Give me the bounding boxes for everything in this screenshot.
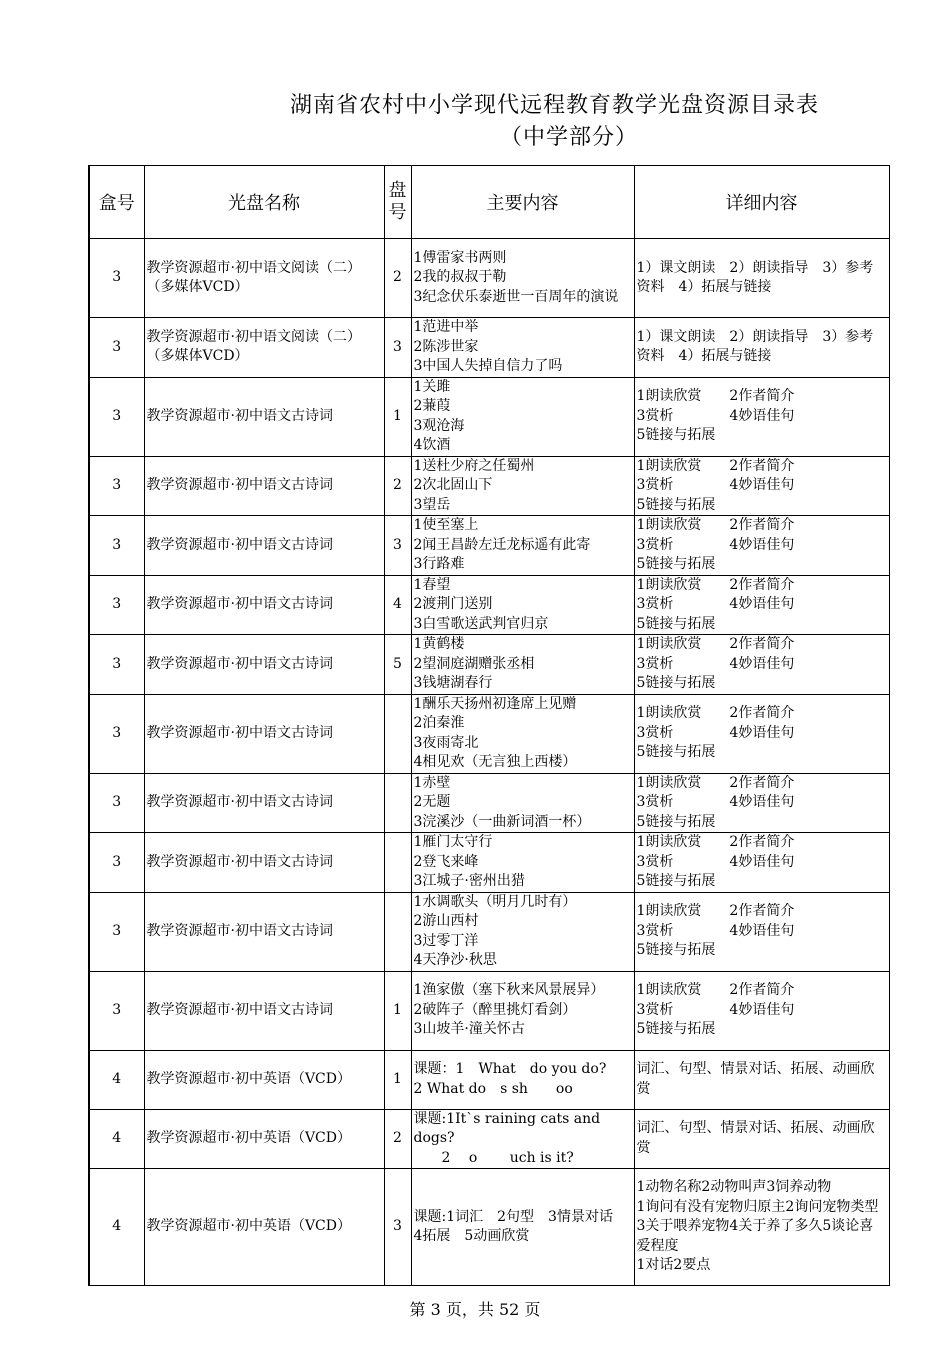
main-content-cell: 1渔家傲（塞下秋来风景展异） 2破阵子（醉里挑灯看剑） 3山坡羊·潼关怀古 <box>411 971 634 1050</box>
main-content-cell: 1关雎 2蒹葭 3观沧海 4饮酒 <box>411 377 634 456</box>
box-number-cell: 3 <box>89 694 144 773</box>
table-row <box>89 1169 889 1286</box>
main-content-cell: 1傅雷家书两则 2我的叔叔于勒 3纪念伏乐泰逝世一百周年的演说 <box>411 239 634 318</box>
detail-content-cell: 1朗读欣赏 2作者简介 3赏析 4妙语佳句 5链接与拓展 <box>634 773 889 833</box>
disc-number-cell: 1 <box>384 377 411 456</box>
disc-name-cell: 教学资源超市·初中英语（VCD） <box>144 1109 384 1169</box>
detail-content-cell: 1朗读欣赏 2作者简介 3赏析 4妙语佳句 5链接与拓展 <box>634 694 889 773</box>
box-number-cell: 3 <box>89 456 144 516</box>
main-content-cell: 1范进中举 2陈涉世家 3中国人失掉自信力了吗 <box>411 318 634 378</box>
disc-name-cell: 教学资源超市·初中语文古诗词 <box>144 575 384 635</box>
disc-number-cell: 4 <box>384 575 411 635</box>
table-row <box>89 1050 889 1109</box>
box-number-cell: 3 <box>89 635 144 695</box>
main-content-cell: 1春望 2渡荆门送别 3白雪歌送武判官归京 <box>411 575 634 635</box>
main-content-cell: 1送杜少府之任蜀州 2次北固山下 3望岳 <box>411 456 634 516</box>
header-disc-name: 光盘名称 <box>144 166 384 239</box>
detail-content-cell: 词汇、句型、情景对话、拓展、动画欣赏 <box>634 1109 889 1169</box>
disc-number-cell: 5 <box>384 635 411 695</box>
detail-content-cell: 1朗读欣赏 2作者简介 3赏析 4妙语佳句 5链接与拓展 <box>634 635 889 695</box>
table-row <box>89 1109 889 1169</box>
disc-number-cell <box>384 892 411 971</box>
box-number-cell: 3 <box>89 516 144 576</box>
main-content-cell: 课题:1It`s raining cats and dogs? 2 o uch is it? <box>411 1109 634 1169</box>
box-number-cell: 3 <box>89 892 144 971</box>
table-row <box>89 456 889 516</box>
disc-name-cell: 教学资源超市·初中英语（VCD） <box>144 1169 384 1286</box>
header-main-content: 主要内容 <box>411 166 634 239</box>
box-number-cell: 3 <box>89 833 144 893</box>
detail-content-cell: 1朗读欣赏 2作者简介 3赏析 4妙语佳句 5链接与拓展 <box>634 575 889 635</box>
table-row <box>89 635 889 695</box>
disc-name-cell: 教学资源超市·初中语文古诗词 <box>144 694 384 773</box>
detail-content-cell: 1）课文朗读 2）朗读指导 3）参考资料 4）拓展与链接 <box>634 239 889 318</box>
table-row <box>89 318 889 378</box>
disc-name-cell: 教学资源超市·初中语文古诗词 <box>144 456 384 516</box>
table-row <box>89 833 889 893</box>
box-number-cell: 4 <box>89 1169 144 1286</box>
detail-content-cell: 1朗读欣赏 2作者简介 3赏析 4妙语佳句 5链接与拓展 <box>634 456 889 516</box>
disc-number-cell: 3 <box>384 516 411 576</box>
table-row <box>89 575 889 635</box>
disc-name-cell: 教学资源超市·初中语文阅读（二）（多媒体VCD） <box>144 318 384 378</box>
main-content-cell: 1赤壁 2无题 3浣溪沙（一曲新词酒一杯） <box>411 773 634 833</box>
table-row <box>89 516 889 576</box>
table-row <box>89 694 889 773</box>
header-box-number: 盒号 <box>89 166 144 239</box>
disc-number-cell: 2 <box>384 456 411 516</box>
table-header-row <box>89 166 889 239</box>
detail-content-cell: 1朗读欣赏 2作者简介 3赏析 4妙语佳句 5链接与拓展 <box>634 971 889 1050</box>
table-row <box>89 239 889 318</box>
disc-name-cell: 教学资源超市·初中语文阅读（二）（多媒体VCD） <box>144 239 384 318</box>
main-content-cell: 1雁门太守行 2登飞来峰 3江城子·密州出猎 <box>411 833 634 893</box>
detail-content-cell: 1朗读欣赏 2作者简介 3赏析 4妙语佳句 5链接与拓展 <box>634 377 889 456</box>
box-number-cell: 3 <box>89 239 144 318</box>
disc-name-cell: 教学资源超市·初中英语（VCD） <box>144 1050 384 1109</box>
disc-number-cell: 2 <box>384 1109 411 1169</box>
page-footer: 第 3 页，共 52 页 <box>409 1300 541 1319</box>
disc-name-cell: 教学资源超市·初中语文古诗词 <box>144 833 384 893</box>
page-title: 湖南省农村中小学现代远程教育教学光盘资源目录表 <box>290 93 820 118</box>
disc-number-cell <box>384 833 411 893</box>
detail-content-cell: 1朗读欣赏 2作者简介 3赏析 4妙语佳句 5链接与拓展 <box>634 892 889 971</box>
header-detail-content: 详细内容 <box>634 166 889 239</box>
disc-name-cell: 教学资源超市·初中语文古诗词 <box>144 971 384 1050</box>
disc-number-cell <box>384 694 411 773</box>
detail-content-cell: 1）课文朗读 2）朗读指导 3）参考资料 4）拓展与链接 <box>634 318 889 378</box>
disc-number-cell: 2 <box>384 239 411 318</box>
disc-name-cell: 教学资源超市·初中语文古诗词 <box>144 892 384 971</box>
box-number-cell: 3 <box>89 318 144 378</box>
detail-content-cell: 1朗读欣赏 2作者简介 3赏析 4妙语佳句 5链接与拓展 <box>634 516 889 576</box>
disc-number-cell: 3 <box>384 318 411 378</box>
main-content-cell: 1水调歌头（明月几时有） 2游山西村 3过零丁洋 4天净沙·秋思 <box>411 892 634 971</box>
box-number-cell: 4 <box>89 1109 144 1169</box>
disc-name-cell: 教学资源超市·初中语文古诗词 <box>144 773 384 833</box>
disc-number-cell <box>384 773 411 833</box>
disc-number-cell: 1 <box>384 971 411 1050</box>
disc-name-cell: 教学资源超市·初中语文古诗词 <box>144 635 384 695</box>
main-content-cell: 1使至塞上 2闻王昌龄左迁龙标遥有此寄 3行路难 <box>411 516 634 576</box>
table-row <box>89 377 889 456</box>
disc-name-cell: 教学资源超市·初中语文古诗词 <box>144 377 384 456</box>
detail-content-cell: 词汇、句型、情景对话、拓展、动画欣赏 <box>634 1050 889 1109</box>
table-row <box>89 773 889 833</box>
box-number-cell: 3 <box>89 377 144 456</box>
page-subtitle: （中学部分） <box>500 125 639 150</box>
box-number-cell: 4 <box>89 1050 144 1109</box>
box-number-cell: 3 <box>89 971 144 1050</box>
main-content-cell: 1酬乐天扬州初逢席上见赠 2泊秦淮 3夜雨寄北 4相见欢（无言独上西楼） <box>411 694 634 773</box>
main-content-cell: 1黄鹤楼 2望洞庭湖赠张丞相 3钱塘湖春行 <box>411 635 634 695</box>
header-disc-number: 盘 号 <box>384 166 411 239</box>
table-row <box>89 971 889 1050</box>
detail-content-cell: 1朗读欣赏 2作者简介 3赏析 4妙语佳句 5链接与拓展 <box>634 833 889 893</box>
table-row <box>89 892 889 971</box>
box-number-cell: 3 <box>89 773 144 833</box>
box-number-cell: 3 <box>89 575 144 635</box>
main-content-cell: 课题：1 What do you do? 2 What do s sh oo <box>411 1050 634 1109</box>
detail-content-cell: 1动物名称2动物叫声3饲养动物 1询问有没有宠物归原主2询问宠物类型3关于喂养宠物4关于养了多久5谈论喜爱程度 1对话2要点 <box>634 1169 889 1286</box>
catalog-table <box>88 165 890 1286</box>
main-content-cell: 课题:1词汇 2句型 3情景对话 4拓展 5动画欣赏 <box>411 1169 634 1286</box>
disc-number-cell: 3 <box>384 1169 411 1286</box>
disc-name-cell: 教学资源超市·初中语文古诗词 <box>144 516 384 576</box>
disc-number-cell: 1 <box>384 1050 411 1109</box>
